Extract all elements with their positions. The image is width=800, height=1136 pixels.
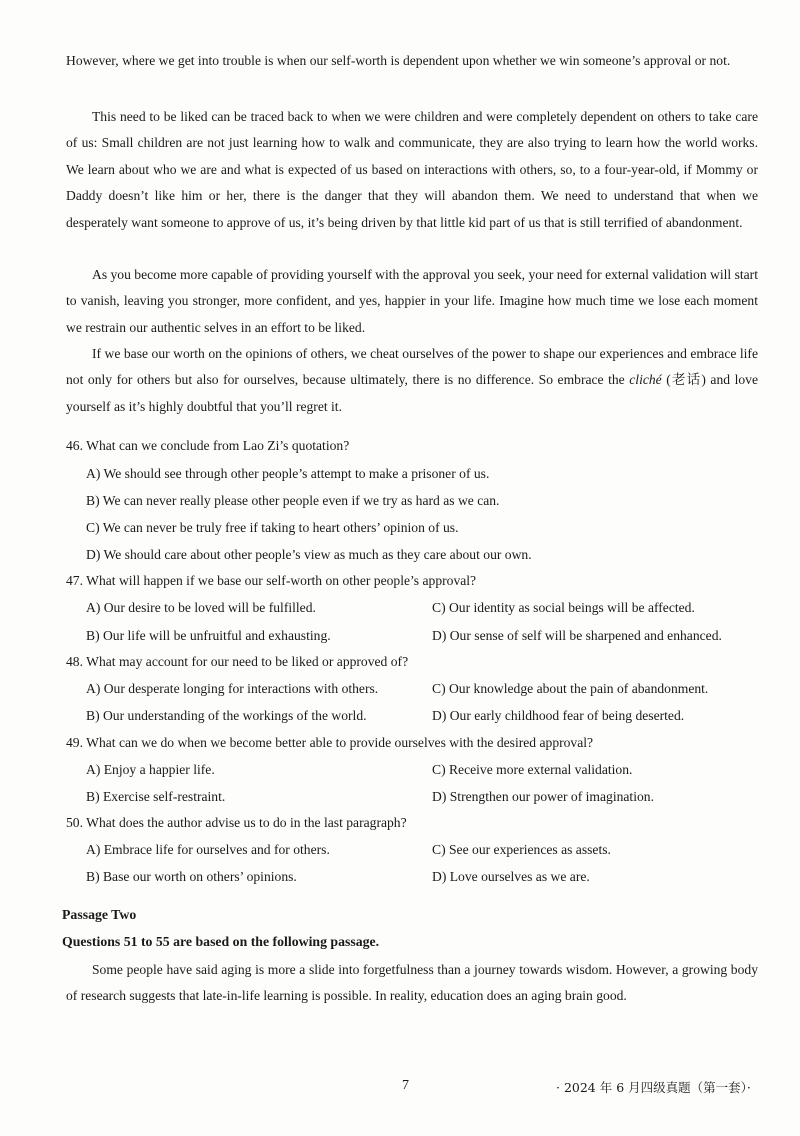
question-48-option-a[interactable]: A) Our desperate longing for interactions with others. (86, 681, 379, 696)
question-47-option-b[interactable]: B) Our life will be unfruitful and exhausting. (86, 628, 331, 643)
passage-paragraph-1: However, where we get into trouble is when our self-worth is dependent upon whether we win someone’s approval or not. (66, 53, 731, 68)
exam-label: · 2024 年 6 月四级真题（第一套）· (556, 1080, 751, 1095)
question-46-option-b[interactable]: B) We can never really please other people even if we try as hard as we can. (86, 493, 500, 508)
question-46-option-a[interactable]: A) We should see through other people’s attempt to make a prisoner of us. (86, 466, 490, 481)
question-50-option-a[interactable]: A) Embrace life for ourselves and for others. (86, 842, 330, 857)
page-number: 7 (402, 1078, 409, 1093)
question-49-option-d[interactable]: D) Strengthen our power of imagination. (432, 789, 654, 804)
question-47-stem: 47. What will happen if we base our self-worth on other people’s approval? (66, 573, 477, 588)
passage-paragraph-3: As you become more capable of providing yourself with the approval you seek, your need for external validation will start to vanish, leaving you stronger, more confident, and yes, happier in your life. Imagine how much time we lose each moment we restrain our authentic selves in an effort to be liked. (66, 267, 758, 335)
question-50-stem: 50. What does the author advise us to do in the last paragraph? (66, 815, 407, 830)
question-48-option-d[interactable]: D) Our early childhood fear of being deserted. (432, 708, 685, 723)
question-47-option-a[interactable]: A) Our desire to be loved will be fulfilled. (86, 600, 316, 615)
passage-paragraph-2: This need to be liked can be traced back to when we were children and were completely dependent on others to take care of us: Small children are not just learning how to walk and communicate, they are also trying to learn how the world works. We learn about who we are and what is expected of us based on interactions with others, so, to a four-year-old, if Mommy or Daddy doesn’t like him or her, there is the danger that they will abandon them. We need to understand that when we desperately want someone to approve of us, it’s being driven by that little kid part of us that is still terrified of abandonment. (66, 109, 758, 230)
question-47-option-d[interactable]: D) Our sense of self will be sharpened and enhanced. (432, 628, 722, 643)
question-46-stem: 46. What can we conclude from Lao Zi’s quotation? (66, 438, 350, 453)
question-50-option-b[interactable]: B) Base our worth on others’ opinions. (86, 869, 297, 884)
question-50-option-c[interactable]: C) See our experiences as assets. (432, 842, 611, 857)
question-46-option-c[interactable]: C) We can never be truly free if taking to heart others’ opinion of us. (86, 520, 459, 535)
paragraph-4-start: If we base our worth on the opinions of others, we cheat ourselves of the power to shape our experiences and embrace life not only for others but also for ourselves, because ultimately, there is no difference. So embrace the (66, 346, 758, 388)
question-46-option-d[interactable]: D) We should care about other people’s view as much as they care about our own. (86, 547, 532, 562)
question-49-option-c[interactable]: C) Receive more external validation. (432, 762, 633, 777)
question-49-option-a[interactable]: A) Enjoy a happier life. (86, 762, 215, 777)
question-47-option-c[interactable]: C) Our identity as social beings will be affected. (432, 600, 695, 615)
question-49-stem: 49. What can we do when we become better able to provide ourselves with the desired approval? (66, 735, 594, 750)
passage-paragraph-4 (66, 341, 758, 420)
question-48-option-b[interactable]: B) Our understanding of the workings of the world. (86, 708, 367, 723)
passage-two-paragraph: Some people have said aging is more a slide into forgetfulness than a journey towards wisdom. However, a growing body of research suggests that late-in-life learning is possible. In reality, education does an aging brain good. (66, 962, 758, 1004)
question-50-option-d[interactable]: D) Love ourselves as we are. (432, 869, 590, 884)
question-49-option-b[interactable]: B) Exercise self-restraint. (86, 789, 226, 804)
passage-two-instruction: Questions 51 to 55 are based on the following passage. (62, 934, 380, 949)
cliche-word: cliché (629, 372, 662, 388)
question-48-option-c[interactable]: C) Our knowledge about the pain of abandonment. (432, 681, 709, 696)
passage-two-title: Passage Two (62, 907, 137, 922)
question-48-stem: 48. What may account for our need to be liked or approved of? (66, 654, 409, 669)
paragraph-4-end: (老话) and love yourself as it’s highly doubtful that you’ll regret it. (66, 372, 758, 414)
